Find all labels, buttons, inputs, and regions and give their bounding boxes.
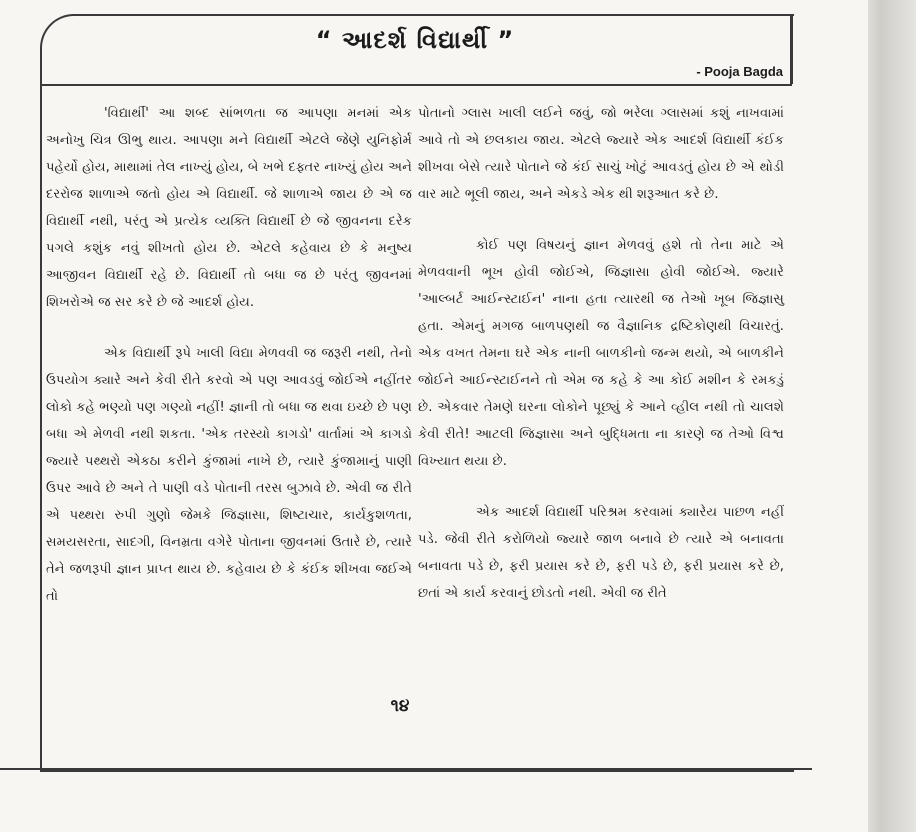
right-column — [418, 100, 784, 607]
paragraph-gap — [418, 475, 784, 499]
left-paragraph-1: 'વિદ્યાર્થી' આ શબ્દ સાંભળતા જ આપણા મનમાં એક અનોખુ ચિત્ર ઊભુ થાય. આપણા મને વિદ્યાર્થી એટલે જેણે યુનિફોર્મ પહેર્યો હોય, માથામાં તેલ નાખ્યું હોય, બે ખભે દફ્તર નાખ્યું હોય અને દરરોજ શાળાએ જતો હોય એ વિદ્યાર્થી. જે શાળાએ જાય છે એ જ વિદ્યાર્થી નથી, પરંતુ એ પ્રત્યેક વ્યક્તિ વિદ્યાર્થી છે જે જીવનના દરેક પગલે કશુંક નવું શીખતો હોય છે. એટલે કહેવાય છે કે મનુષ્ય આજીવન વિદ્યાર્થી રહે છે. વિદ્યાર્થી તો બધા જ છે પરંતુ જીવનમાં શિખરોએ જ સર કરે છે જે આદર્શ હોય. — [46, 106, 412, 310]
title-divider — [40, 84, 792, 86]
right-paragraph-1: પોતાનો ગ્લાસ ખાલી લઈને જવું, જો ભરેલા ગ્લાસમાં કશું નાખવામાં આવે તો એ છલકાય જાય. એટલે જ્યારે એક આદર્શ વિદ્યાર્થી કંઈક શીખવા બેસે ત્યારે પોતાને જે કંઈ સાચું ખોટું આવડતું હોય છે એ થોડી વાર માટે ભૂલી જાય, અને એકડે એક થી શરૂઆત કરે છે. — [418, 106, 784, 202]
right-paragraph-2: કોઈ પણ વિષયનું જ્ઞાન મેળવવું હશે તો તેના માટે એ મેળવવાની ભૂખ હોવી જોઈએ, જિજ્ઞાસા હોવી જોઈએ. જ્યારે 'આલ્બર્ટ આઈન્સ્ટાઈન' નાના હતા ત્યારથી જ તેઓ ખૂબ જિજ્ઞાસુ હતા. એમનું મગજ બાળપણથી જ વૈજ્ઞાનિક દ્રષ્ટિકોણથી વિચારતું. એક વખત તેમના ઘરે એક નાની બાળકીનો જન્મ થયો, એ બાળકીને જોઈને આઈન્સ્ટાઈનને તો એમ જ કહે કે આ કોઈ મશીન કે રમકડું છે. એકવાર તેમણે ઘરના લોકોને પૂછ્યું કે આને વ્હીલ નથી તો ચાલશે કેવી રીતે! આટલી જિજ્ઞાસા અને બુદ્ધિમતા ના કારણે જ તેઓ વિશ્વ વિખ્યાત થયા છે. — [418, 238, 784, 469]
left-column — [46, 100, 412, 610]
article-author: - Pooja Bagda — [696, 64, 783, 79]
page-number: ૧૪ — [390, 696, 410, 716]
bottom-border — [0, 768, 812, 770]
paragraph-gap — [46, 316, 412, 340]
paragraph-gap — [418, 208, 784, 232]
left-paragraph-2: એક વિદ્યાર્થી રૂપે ખાલી વિદ્યા મેળવવી જ જરૂરી નથી, તેનો ઉપયોગ ક્યારે અને કેવી રીતે કરવો એ પણ આવડવું જોઈએ નહીંતર લોકો કહે ભણ્યો પણ ગણ્યો નહીં! જ્ઞાની તો બધા જ થવા ઇચ્છે છે પણ બધા એ મેળવી નથી શકતા. 'એક તરસ્યો કાગડો' વાર્તામાં એ કાગડો જ્યારે પથ્થરો એકઠા કરીને કુંજામાં નાખે છે, ત્યારે કુંજામાનું પાણી ઉપર આવે છે અને તે પાણી વડે પોતાની તરસ બુઝાવે છે. એવી જ રીતે એ પથ્થરા રુપી ગુણો જેમકે જિજ્ઞાસા, શિષ્ટાચાર, કાર્યકુશળતા, સમયસરતા, સાદગી, વિનમ્રતા વગેરે પોતાના જીવનમાં ઉતારે છે, ત્યારે તેને જળરૂપી જ્ઞાન પ્રાપ્ત થાય છે. કહેવાય છે કે કંઈક શીખવા જઈએ તો — [46, 346, 412, 604]
article-title: “ આદર્શ વિદ્યાર્થી ” — [315, 26, 515, 54]
title-box-right-edge — [790, 14, 793, 84]
right-paragraph-3: એક આદર્શ વિદ્યાર્થી પરિશ્રમ કરવામાં ક્યારેય પાછળ નહીં પડે. જેવી રીતે કરોળિયો જ્યારે જાળ બનાવે છે ત્યારે એ બનાવતા બનાવતા પડે છે, ફરી પ્રયાસ કરે છે, ફરી પડે છે, ફરી પ્રયાસ કરે છે, છતાં એ કાર્ય કરવાનું છોડતો નથી. એવી જ રીતે — [418, 505, 784, 601]
